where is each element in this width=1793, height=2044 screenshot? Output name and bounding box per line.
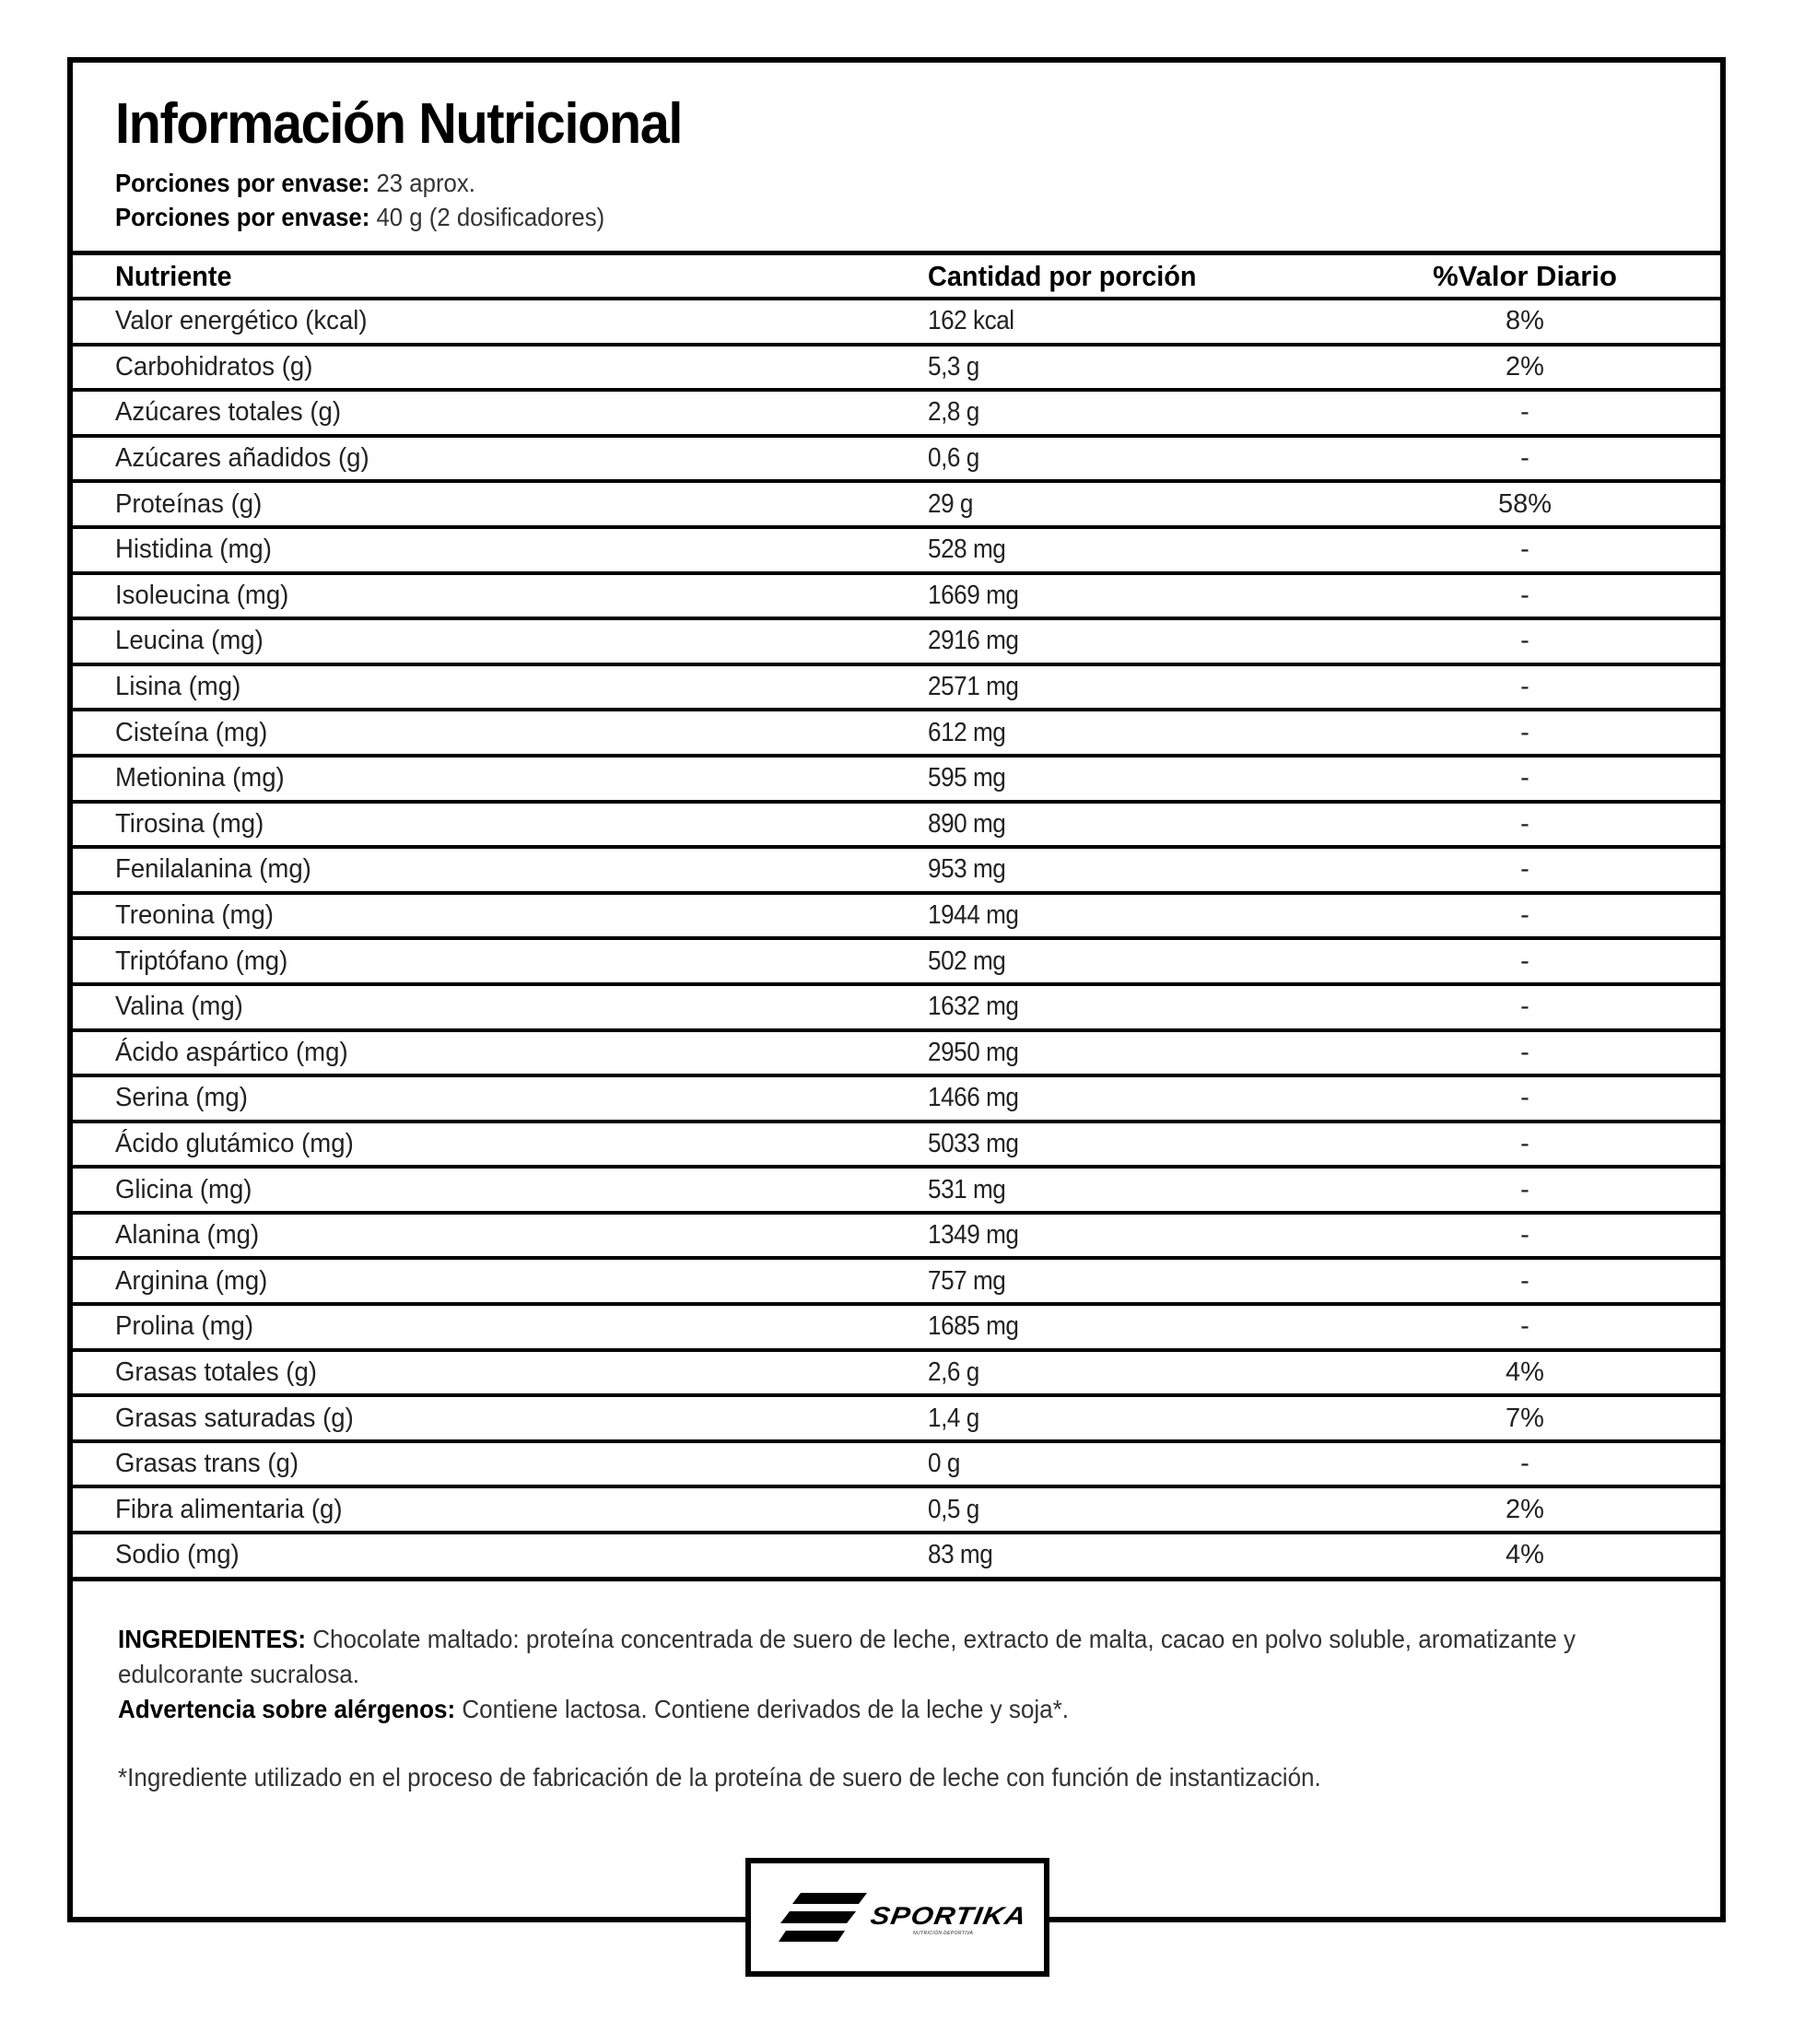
amount-per-serving: 2916 mg [928, 626, 1019, 656]
nutrient-name: Valina (mg) [115, 992, 243, 1022]
footnote: *Ingrediente utilizado en el proceso de fabricación de la proteína de suero de leche con función de instantización. [118, 1763, 1321, 1791]
table-row [73, 1443, 1720, 1489]
table-row [73, 1169, 1720, 1215]
daily-value-percent: 2% [1506, 1494, 1544, 1524]
table-row [73, 1032, 1720, 1078]
amount-per-serving: 162 kcal [928, 306, 1014, 336]
nutrient-name: Isoleucina (mg) [115, 580, 289, 610]
table-row [73, 300, 1720, 347]
table-row [73, 483, 1720, 529]
brand-tagline: NUTRICIÓN DEPORTIVA [913, 1931, 974, 1936]
table-row [73, 1534, 1720, 1581]
daily-value-percent: - [1520, 626, 1529, 656]
nutrient-name: Alanina (mg) [115, 1220, 260, 1251]
nutrient-name: Azúcares totales (g) [115, 397, 341, 428]
daily-value-percent: - [1520, 1220, 1529, 1251]
table-row [73, 392, 1720, 438]
amount-per-serving: 2,8 g [928, 397, 979, 428]
amount-per-serving: 890 mg [928, 808, 1006, 839]
ingredients-section [118, 1622, 1693, 1795]
nutrient-name: Triptófano (mg) [115, 946, 288, 976]
table-body [73, 300, 1720, 1581]
daily-value-percent: - [1520, 1174, 1529, 1204]
daily-value-percent: - [1520, 580, 1529, 610]
table-row [73, 529, 1720, 575]
amount-per-serving: 2950 mg [928, 1037, 1019, 1067]
table-row [73, 1077, 1720, 1123]
amount-per-serving: 528 mg [928, 534, 1006, 565]
allergen-paragraph [118, 1692, 1686, 1727]
amount-per-serving: 0,5 g [928, 1494, 979, 1524]
daily-value-percent: - [1520, 763, 1529, 793]
nutrient-name: Leucina (mg) [115, 626, 264, 656]
amount-per-serving: 612 mg [928, 717, 1006, 747]
amount-per-serving: 1,4 g [928, 1403, 979, 1433]
daily-value-percent: - [1520, 1265, 1529, 1296]
amount-per-serving: 0 g [928, 1449, 960, 1479]
daily-value-percent: - [1520, 1037, 1529, 1067]
amount-per-serving: 1669 mg [928, 580, 1019, 610]
table-row [73, 666, 1720, 712]
daily-value-percent: - [1520, 900, 1529, 931]
amount-per-serving: 1466 mg [928, 1083, 1019, 1113]
nutrient-name: Cisteína (mg) [115, 717, 268, 747]
amount-per-serving: 0,6 g [928, 443, 979, 474]
brand-name: SPORTIKA [868, 1902, 1029, 1930]
table-row [73, 940, 1720, 986]
table-row [73, 849, 1720, 895]
daily-value-percent: 8% [1506, 306, 1544, 336]
nutrient-name: Ácido aspártico (mg) [115, 1037, 348, 1067]
daily-value-percent: - [1520, 854, 1529, 885]
table-row [73, 1215, 1720, 1261]
nutrient-name: Azúcares añadidos (g) [115, 443, 369, 474]
serving-size-value: 40 g (2 dosificadores) [376, 203, 605, 231]
nutrient-name: Arginina (mg) [115, 1265, 268, 1296]
servings-label: Porciones por envase: [115, 169, 370, 197]
table-row [73, 347, 1720, 393]
column-header-amount: Cantidad por porción [928, 260, 1197, 292]
table-row [73, 804, 1720, 850]
allergen-text: Contiene lactosa. Contiene derivados de la leche y soja*. [462, 1695, 1070, 1723]
allergen-label: Advertencia sobre alérgenos: [118, 1695, 456, 1723]
ingredients-label: INGREDIENTES: [118, 1625, 307, 1653]
nutrient-name: Grasas saturadas (g) [115, 1403, 354, 1433]
daily-value-percent: 58% [1497, 488, 1553, 519]
sportika-s-stripes-icon [779, 1893, 867, 1944]
nutrient-name: Grasas totales (g) [115, 1357, 317, 1387]
serving-size [115, 205, 604, 230]
nutrient-name: Treonina (mg) [115, 900, 274, 931]
table-row [73, 986, 1720, 1032]
table-header-row [73, 255, 1720, 300]
daily-value-percent: - [1520, 992, 1529, 1022]
nutrient-name: Ácido glutámico (mg) [115, 1128, 354, 1158]
amount-per-serving: 2571 mg [928, 672, 1019, 702]
amount-per-serving: 83 mg [928, 1540, 993, 1570]
nutrient-name: Histidina (mg) [115, 534, 272, 565]
amount-per-serving: 953 mg [928, 854, 1006, 885]
nutrient-name: Carbohidratos (g) [115, 351, 313, 382]
daily-value-percent: - [1520, 397, 1529, 428]
ingredients-paragraph [118, 1622, 1686, 1692]
column-header-nutrient: Nutriente [115, 260, 232, 292]
table-row [73, 1123, 1720, 1169]
daily-value-percent: 4% [1506, 1540, 1544, 1570]
amount-per-serving: 29 g [928, 488, 974, 519]
daily-value-percent: - [1520, 717, 1529, 747]
table-row [73, 1397, 1720, 1443]
amount-per-serving: 595 mg [928, 763, 1006, 793]
table-row [73, 758, 1720, 804]
nutrient-name: Grasas trans (g) [115, 1449, 299, 1479]
page-title: Información Nutricional [115, 92, 683, 156]
amount-per-serving: 502 mg [928, 946, 1006, 976]
daily-value-percent: - [1520, 1311, 1529, 1342]
nutrient-name: Tirosina (mg) [115, 808, 264, 839]
amount-per-serving: 1349 mg [928, 1220, 1019, 1251]
nutrient-name: Metionina (mg) [115, 763, 285, 793]
daily-value-percent: 4% [1506, 1357, 1544, 1387]
servings-per-container [115, 170, 475, 196]
nutrient-name: Sodio (mg) [115, 1540, 240, 1570]
table-row [73, 1306, 1720, 1352]
nutrient-name: Proteínas (g) [115, 488, 263, 519]
nutrition-table [73, 251, 1720, 1581]
column-header-daily-value: %Valor Diario [1433, 260, 1617, 292]
nutrient-name: Serina (mg) [115, 1083, 248, 1113]
daily-value-percent: - [1520, 1128, 1529, 1158]
table-row [73, 711, 1720, 758]
table-row [73, 1352, 1720, 1398]
daily-value-percent: - [1520, 672, 1529, 702]
amount-per-serving: 1632 mg [928, 992, 1019, 1022]
nutrient-name: Fibra alimentaria (g) [115, 1494, 343, 1524]
daily-value-percent: - [1520, 808, 1529, 839]
table-row [73, 575, 1720, 621]
nutrient-name: Fenilalanina (mg) [115, 854, 311, 885]
daily-value-percent: 2% [1506, 351, 1544, 382]
daily-value-percent: - [1520, 946, 1529, 976]
serving-size-label: Porciones por envase: [115, 203, 370, 231]
table-row [73, 620, 1720, 666]
amount-per-serving: 5033 mg [928, 1128, 1019, 1158]
brand-logo [745, 1858, 1049, 1977]
amount-per-serving: 1685 mg [928, 1311, 1019, 1342]
table-row [73, 1488, 1720, 1534]
amount-per-serving: 5,3 g [928, 351, 979, 382]
nutrient-name: Prolina (mg) [115, 1311, 254, 1342]
servings-value: 23 aprox. [376, 169, 475, 197]
logo-connector-line-left [67, 1917, 749, 1922]
daily-value-percent: - [1520, 1083, 1529, 1113]
nutrient-name: Valor energético (kcal) [115, 306, 368, 336]
logo-connector-line-right [1046, 1917, 1726, 1922]
table-row [73, 1260, 1720, 1306]
spacer [118, 1727, 1693, 1760]
daily-value-percent: - [1520, 534, 1529, 565]
daily-value-percent: - [1520, 1449, 1529, 1479]
table-row [73, 438, 1720, 484]
amount-per-serving: 757 mg [928, 1265, 1006, 1296]
amount-per-serving: 1944 mg [928, 900, 1019, 931]
ingredients-text: Chocolate maltado: proteína concentrada de suero de leche, extracto de malta, cacao en polvo soluble, aromatizante y edulcorante sucralosa. [118, 1625, 1576, 1688]
nutrient-name: Glicina (mg) [115, 1174, 252, 1204]
table-row [73, 895, 1720, 941]
amount-per-serving: 2,6 g [928, 1357, 979, 1387]
daily-value-percent: 7% [1506, 1403, 1544, 1433]
daily-value-percent: - [1520, 443, 1529, 474]
amount-per-serving: 531 mg [928, 1174, 1006, 1204]
nutrient-name: Lisina (mg) [115, 672, 241, 702]
